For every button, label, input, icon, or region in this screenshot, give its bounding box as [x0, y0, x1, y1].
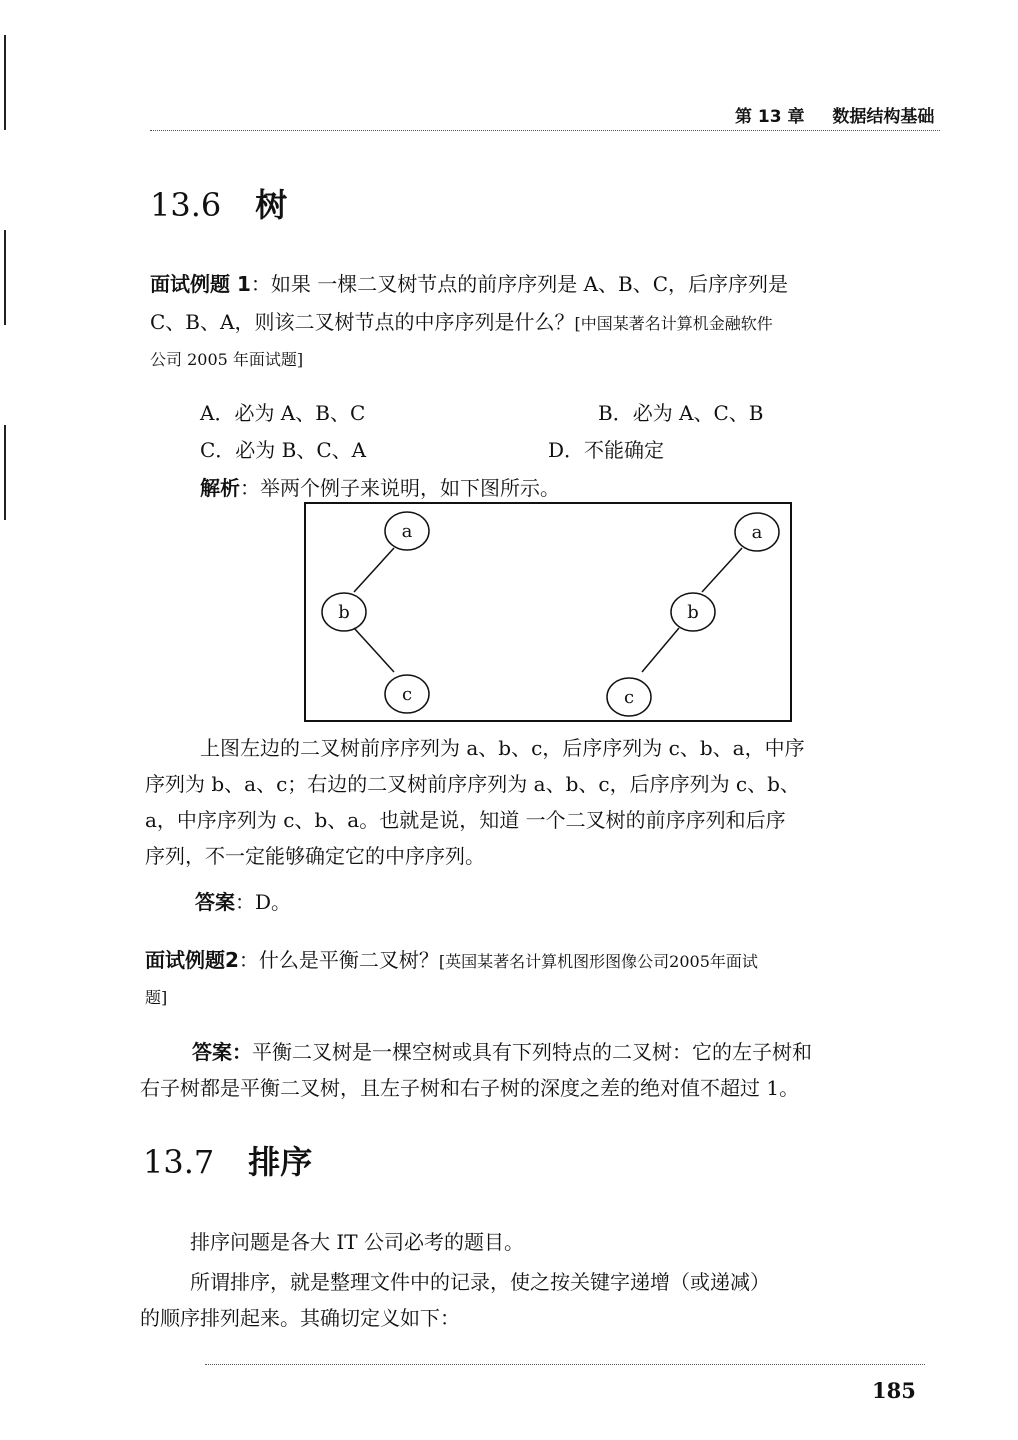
- q2-line1: 面试例题2：什么是平衡二叉树？[英国某著名计算机图形图像公司2005年面试: [145, 948, 758, 972]
- explain-line3: a，中序序列为 c、b、a。也就是说，知道 一个二叉树的前序序列和后序: [145, 808, 786, 832]
- section-heading-13-6: [150, 180, 287, 226]
- sort-paragraph2-line1: 所谓排序，就是整理文件中的记录，使之按关键字递增（或递减）: [190, 1270, 770, 1294]
- scan-edge-mark: [4, 425, 6, 520]
- label-right-c: c: [623, 687, 635, 708]
- q2-source-cont: 题]: [145, 988, 168, 1007]
- label-left-c: c: [401, 684, 413, 705]
- label-left-b: b: [338, 602, 350, 623]
- analysis-label: 解析: [200, 476, 240, 500]
- section-number: 13.6: [150, 186, 222, 224]
- scan-edge-mark: [4, 230, 6, 325]
- option-b: B．必为 A、C、B: [598, 401, 764, 425]
- q2-answer-line2: 右子树都是平衡二叉树，且左子树和右子树的深度之差的绝对值不超过 1。: [140, 1076, 800, 1100]
- header-title: 数据结构基础: [832, 107, 935, 127]
- running-header: [735, 102, 934, 127]
- label-left-a: a: [401, 521, 413, 542]
- edge-right-b-c: [642, 628, 679, 672]
- header-chapter: 第 13 章: [735, 107, 805, 127]
- q1-source: [中国某著名计算机金融软件: [574, 314, 773, 333]
- header-rule: [150, 130, 940, 131]
- q1-source-cont: 公司 2005 年面试题]: [150, 350, 304, 369]
- q1-answer: 答案：D。: [195, 890, 292, 914]
- binary-tree-figure: [304, 502, 792, 722]
- answer-label: 答案: [195, 890, 235, 914]
- tree-diagram: [306, 504, 790, 720]
- option-d: D．不能确定: [548, 438, 665, 462]
- option-a: A．必为 A、B、C: [200, 401, 366, 425]
- edge-left-a-b: [354, 548, 394, 592]
- q1-line1: 面试例题 1：如果 一棵二叉树节点的前序序列是 A、B、C，后序序列是: [150, 272, 789, 296]
- label-right-b: b: [687, 602, 699, 623]
- edge-left-b-c: [354, 628, 394, 672]
- q1-line2: C、B、A，则该二叉树节点的中序序列是什么？[中国某著名计算机金融软件: [150, 310, 773, 334]
- scan-edge-mark: [4, 35, 6, 130]
- option-c: C．必为 B、C、A: [200, 438, 367, 462]
- section-title: 树: [255, 186, 288, 224]
- explain-line2: 序列为 b、a、c；右边的二叉树前序序列为 a、b、c，后序序列为 c、b、: [145, 772, 800, 796]
- sort-paragraph2-line2: 的顺序排列起来。其确切定义如下：: [140, 1306, 460, 1330]
- footer-rule: [205, 1364, 925, 1365]
- sort-paragraph1: 排序问题是各大 IT 公司必考的题目。: [190, 1230, 524, 1254]
- q2-answer-label: 答案：: [192, 1040, 252, 1064]
- edge-right-a-b: [702, 548, 742, 592]
- q1-label: 面试例题 1: [150, 272, 251, 296]
- section-number: 13.7: [143, 1143, 215, 1181]
- section-heading-13-7: [143, 1137, 312, 1183]
- q2-answer-line1: 答案：平衡二叉树是一棵空树或具有下列特点的二叉树：它的左子树和: [192, 1040, 812, 1064]
- label-right-a: a: [751, 522, 763, 543]
- section-title: 排序: [248, 1143, 313, 1181]
- page-number: 185: [872, 1378, 916, 1403]
- q2-source: [英国某著名计算机图形图像公司2005年面试: [438, 952, 758, 971]
- explain-line1: 上图左边的二叉树前序序列为 a、b、c，后序序列为 c、b、a，中序: [200, 736, 805, 760]
- analysis-line: 解析：举两个例子来说明，如下图所示。: [200, 476, 560, 500]
- q2-label: 面试例题2: [145, 948, 239, 972]
- explain-line4: 序列，不一定能够确定它的中序序列。: [145, 844, 485, 868]
